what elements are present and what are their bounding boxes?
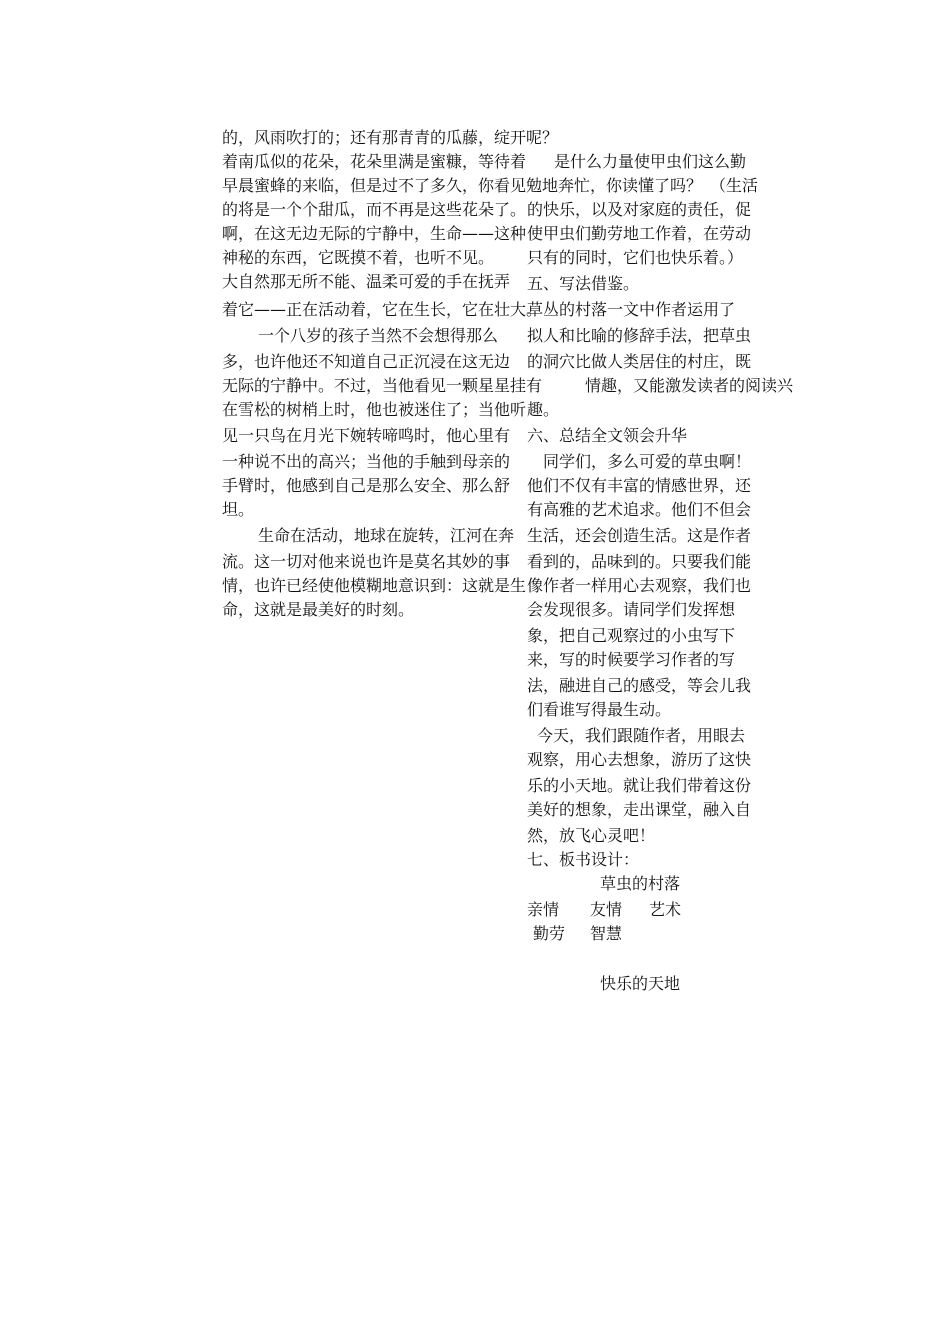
right-line-21: 来，写的时候要学习作者的写 <box>527 650 736 669</box>
right-line-11: 趣。 <box>527 400 560 419</box>
left-line-4: 的将是一个个甜瓜，而不再是这些花朵了。 <box>222 200 527 219</box>
left-line-5: 啊，在这无边无际的宁静中，生命——这种 <box>222 224 527 243</box>
right-line-12: 六、总结全文领会升华 <box>527 426 688 445</box>
board-title: 草虫的村落 <box>600 874 681 893</box>
right-line-5: 只有的同时，它们也快乐着。） <box>527 248 744 267</box>
right-line-24: 今天，我们跟随作者，用眼去 <box>537 726 746 745</box>
right-line-18: 像作者一样用心去观察，我们也 <box>527 576 752 595</box>
left-line-7: 大自然那无所不能、温柔可爱的手在抚弄 <box>222 272 511 291</box>
right-line-14: 他们不仅有丰富的情感世界，还 <box>527 476 752 495</box>
right-line-29: 七、板书设计： <box>527 850 640 869</box>
right-line-25: 观察，用心去想象，游历了这快 <box>527 750 752 769</box>
right-line-26: 乐的小天地。就让我们带着这份 <box>527 776 752 795</box>
board-item-diligence: 勤劳 <box>533 924 566 943</box>
right-line-6: 五、写法借鉴。 <box>527 274 640 293</box>
right-line-7: 草丛的村落一文中作者运用了 <box>527 300 736 319</box>
left-line-12: 在雪松的树梢上时，他也被迷住了；当他听 <box>222 400 527 419</box>
right-line-15: 有高雅的艺术追求。他们不但会 <box>527 500 752 519</box>
right-line-4: 使甲虫们勤劳地工作着，在劳动 <box>527 224 752 243</box>
board-item-friendship: 友情 <box>590 900 623 919</box>
left-line-20: 命，这就是最美好的时刻。 <box>222 600 415 619</box>
right-line-28: 然，放飞心灵吧！ <box>527 826 656 845</box>
right-line-19: 会发现很多。请同学们发挥想 <box>527 600 736 619</box>
left-line-14: 一种说不出的高兴；当他的手触到母亲的 <box>222 452 511 471</box>
left-line-6: 神秘的东西，它既摸不着，也听不见。 <box>222 248 495 267</box>
board-item-art: 艺术 <box>649 900 682 919</box>
left-line-9: 一个八岁的孩子当然不会想得那么 <box>258 326 499 345</box>
left-line-17: 生命在活动，地球在旋转，江河在奔 <box>258 526 515 545</box>
right-line-13: 同学们，多么可爱的草虫啊！ <box>543 452 752 471</box>
right-line-3: 的快乐，以及对家庭的责任，促 <box>527 200 752 219</box>
left-line-2: 着南瓜似的花朵，花朵里满是蜜糠，等待着 <box>222 152 527 171</box>
right-line-8: 拟人和比喻的修辞手法，把草虫 <box>527 326 752 345</box>
board-item-kinship: 亲情 <box>527 900 560 919</box>
left-line-3: 早晨蜜蜂的来临，但是过不了多久，你看见勉地奔忙，你读懂了吗？ <box>222 176 703 195</box>
right-line-16: 生活，还会创造生活。这是作者 <box>527 526 752 545</box>
left-line-11: 无际的宁静中。不过，当他看见一颗星星挂有 <box>222 376 543 395</box>
right-line-9: 的洞穴比做人类居住的村庄，既 <box>527 352 752 371</box>
left-line-15: 手臂时，他感到自己是那么安全、那么舒 <box>222 476 511 495</box>
left-line-1: 的，风雨吹打的；还有那青青的瓜藤，绽开呢？ <box>222 128 559 147</box>
right-line-20: 象，把自己观察过的小虫写下 <box>527 626 736 645</box>
left-line-18: 流。这一切对他来说也许是莫名其妙的事 <box>222 552 511 571</box>
left-line-19: 情，也许已经使他模糊地意识到：这就是生 <box>222 576 527 595</box>
right-line-10: 情趣，又能激发读者的阅读兴 <box>585 376 794 395</box>
left-line-16: 坦。 <box>222 500 255 519</box>
right-line-2: （生活 <box>710 176 759 195</box>
left-line-10: 多，也许他还不知道自己正沉浸在这无边 <box>222 352 511 371</box>
left-line-13: 见一只鸟在月光下婉转啼鸣时，他心里有 <box>222 426 511 445</box>
right-line-27: 美好的想象，走出课堂，融入自 <box>527 800 752 819</box>
right-line-1: 是什么力量使甲虫们这么勤 <box>554 152 747 171</box>
right-line-22: 法，融进自己的感受，等会儿我 <box>527 676 752 695</box>
board-item-wisdom: 智慧 <box>590 924 623 943</box>
left-line-8: 着它——正在活动着，它在生长，它在壮大。 <box>222 300 543 319</box>
board-bottom: 快乐的天地 <box>600 974 681 993</box>
right-line-23: 们看谁写得最生动。 <box>527 700 672 719</box>
right-line-17: 看到的，品味到的。只要我们能 <box>527 552 752 571</box>
